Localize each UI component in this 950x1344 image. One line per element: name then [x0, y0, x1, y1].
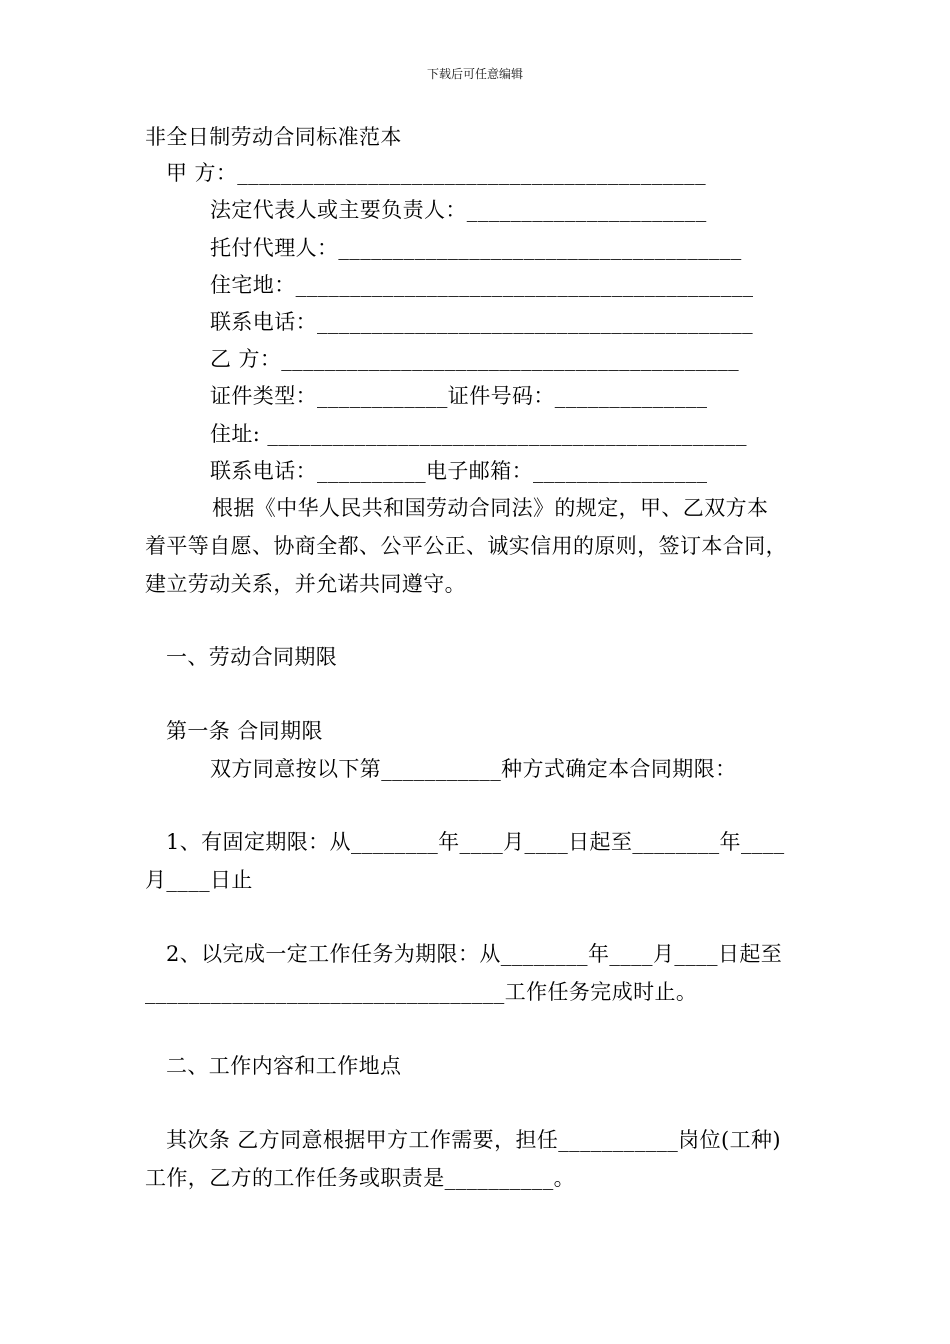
preamble-line-2: 着平等自愿、协商全都、公平公正、诚实信用的原则，签订本合同，: [145, 534, 787, 558]
article-2-line-1: 其次条 乙方同意根据甲方工作需要，担任___________岗位(工种): [166, 1128, 781, 1152]
term-option-2-line-2: _________________________________工作任务完成时止。: [145, 980, 698, 1004]
page-header-note: 下载后可任意编辑: [426, 67, 523, 81]
term-option-1-line-1: 1、有固定期限：从________年____月____日起至________年____: [166, 830, 785, 854]
term-option-2-line-1: 2、以完成一定工作任务为期限：从________年____月____日起至: [166, 942, 783, 966]
preamble-line-3: 建立劳动关系，并允诺共同遵守。: [145, 572, 466, 596]
party-a-label: 甲 方：___________________________________________: [166, 161, 706, 185]
term-option-1-line-2: 月____日止: [145, 868, 253, 892]
article-2-line-2: 工作，乙方的工作任务或职责是__________。: [145, 1166, 575, 1190]
party-a-representative: 法定代表人或主要负责人：______________________: [210, 198, 707, 222]
party-b-contact: 联系电话：__________电子邮箱：________________: [210, 459, 708, 483]
section-1-heading: 一、劳动合同期限: [166, 645, 338, 669]
party-a-residence: 住宅地：__________________________________________: [210, 273, 754, 297]
party-b-label: 乙 方：__________________________________________: [210, 347, 740, 371]
section-2-heading: 二、工作内容和工作地点: [166, 1054, 402, 1078]
party-a-phone: 联系电话：________________________________________: [210, 310, 753, 334]
party-a-agent: 托付代理人：_____________________________________: [210, 236, 742, 260]
preamble-line-1: 根据《中华人民共和国劳动合同法》的规定，甲、乙双方本: [212, 496, 769, 520]
party-b-id-type: 证件类型：____________证件号码：______________: [210, 384, 708, 408]
article-1-title: 第一条 合同期限: [166, 719, 323, 743]
party-b-address: 住址: ____________________________________________: [210, 422, 747, 446]
document-title: 非全日制劳动合同标准范本: [145, 125, 402, 149]
article-1-intro: 双方同意按以下第___________种方式确定本合同期限：: [210, 757, 737, 781]
